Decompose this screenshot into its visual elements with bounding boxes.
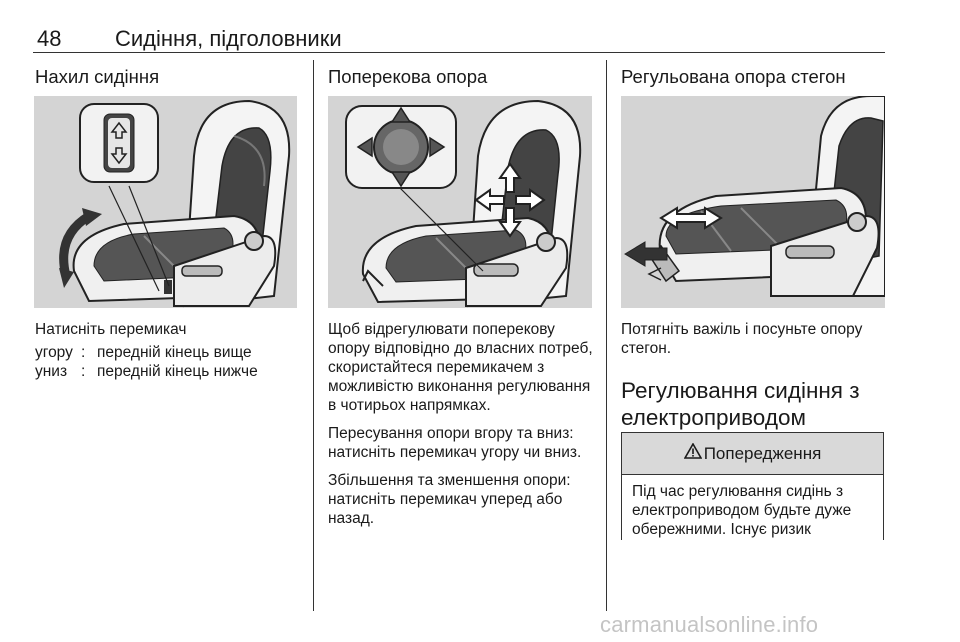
row-value: передній кінець нижче bbox=[97, 363, 258, 380]
section-heading-lumbar: Поперекова опора bbox=[328, 66, 488, 87]
seat-tilt-intro: Натисніть перемикач bbox=[35, 321, 187, 338]
thigh-support-text: Потягніть важіль і посуньте опору стегон. bbox=[621, 321, 863, 357]
thigh-support-illustration bbox=[621, 96, 885, 308]
lumbar-text bbox=[328, 320, 598, 537]
row-sep: : bbox=[81, 363, 86, 380]
section-heading-power-seat: Регулювання сидіння з електроприводом bbox=[621, 378, 860, 430]
warning-title: Попередження bbox=[703, 443, 822, 463]
row-value: передній кінець вище bbox=[97, 344, 252, 361]
column-divider bbox=[606, 60, 607, 611]
section-heading-thigh-support: Регульована опора стегон bbox=[621, 66, 846, 87]
section-heading-seat-tilt: Нахил сидіння bbox=[35, 66, 160, 87]
warning-box bbox=[621, 432, 884, 540]
warning-triangle-icon bbox=[684, 443, 702, 464]
row-sep: : bbox=[81, 344, 86, 361]
lumbar-support-illustration bbox=[328, 96, 592, 308]
paragraph: Збільшення та зменшення опори: натисніть перемикач уперед або назад. bbox=[328, 472, 571, 527]
warning-text: Під час регулювання сидінь з електроприводом будьте дуже обережними. Існує ризик bbox=[632, 483, 852, 538]
row-key: униз bbox=[35, 363, 68, 380]
watermark: carmanualsonline.info bbox=[600, 612, 819, 637]
warning-header bbox=[622, 433, 883, 475]
row-key: угору bbox=[35, 344, 73, 361]
column-divider bbox=[313, 60, 314, 611]
page-title: Сидіння, підголовники bbox=[115, 26, 342, 51]
seat-tilt-illustration bbox=[34, 96, 297, 308]
table-row bbox=[35, 362, 258, 381]
paragraph: Щоб відрегулювати поперекову опору відповідно до власних потреб, скористайтеся перемикачем з можливістю виконання регулювання в чотирьох напрямках. bbox=[328, 321, 593, 414]
page-number: 48 bbox=[37, 26, 62, 51]
seat-tilt-table bbox=[35, 343, 258, 381]
header-rule bbox=[33, 52, 885, 53]
table-row bbox=[35, 343, 258, 362]
paragraph: Пересування опори вгору та вниз: натисніть перемикач угору чи вниз. bbox=[328, 425, 582, 461]
